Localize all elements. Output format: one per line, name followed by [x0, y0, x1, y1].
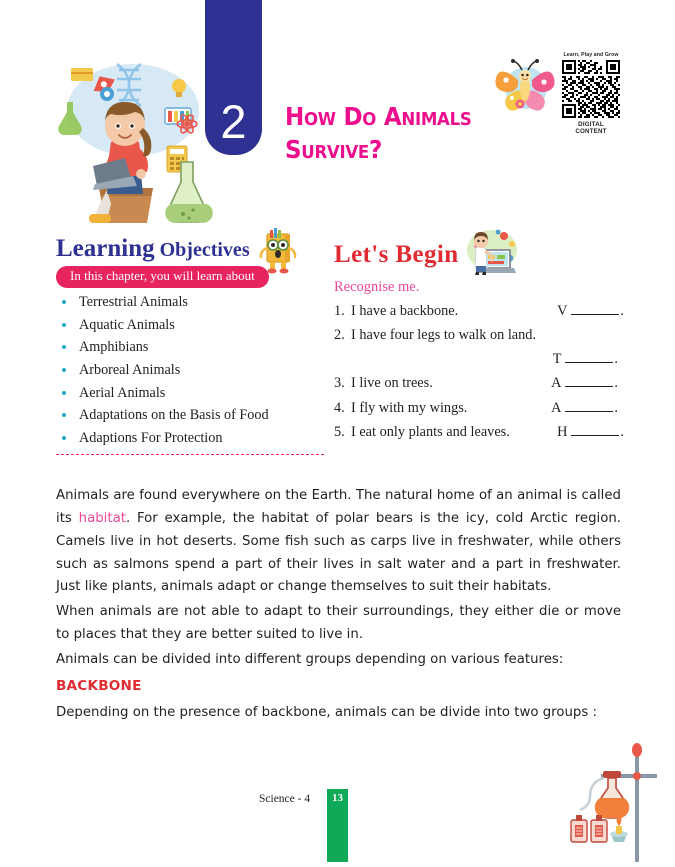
list-item: Amphibians [56, 340, 328, 354]
butterfly-icon [492, 58, 556, 114]
quiz-text: I have a backbone. [351, 302, 459, 319]
quiz-trailing-punct: . [614, 375, 618, 392]
quiz-answer-letter: A [551, 375, 562, 392]
quiz-answer-letter: H [557, 423, 568, 440]
list-item: Arboreal Animals [56, 363, 328, 377]
lets-begin-panel [334, 236, 624, 449]
quiz-answer-letter: V [557, 302, 568, 319]
info-band [0, 236, 675, 476]
chapter-number: 2 [220, 95, 247, 148]
page-number-badge [327, 789, 348, 862]
paragraph-habitat [56, 485, 621, 599]
quiz-number: 4. [334, 399, 345, 416]
quiz-trailing-punct: . [614, 351, 618, 368]
quiz-trailing-punct: . [620, 302, 624, 319]
objectives-banner: In this chapter, you will learn about [56, 266, 269, 288]
quiz-item [334, 425, 624, 439]
page-number: 13 [332, 792, 343, 804]
recognise-me-prompt: Recognise me. [334, 279, 420, 295]
keyword-habitat: habitat [78, 510, 126, 526]
hero-illustration-girl-with-laptop [55, 38, 220, 228]
quiz-answer-letter: T [552, 351, 562, 368]
book-character-icon [258, 228, 300, 274]
quiz-text: I have four legs to walk on land. [351, 326, 537, 343]
paragraph-1-part-2: . For example, the habitat of polar bears is the icy, cold Arctic region. Camels live in hot deserts. Some fish such as carps live in freshwater, while others such as salmons spend a part of their lives in salt water and a part in freshwater. Just like plants, animals adapt or change themselves to suit their habitats. [56, 510, 621, 595]
quiz-text: I live on trees. [351, 375, 433, 392]
quiz-item [334, 328, 624, 367]
quiz-text: I fly with my wings. [351, 399, 468, 416]
quiz-number: 1. [334, 302, 345, 319]
paragraph-grouping: Animals can be divided into different groups depending on various features: [56, 652, 564, 668]
page-title [285, 100, 515, 166]
quiz-number: 3. [334, 375, 345, 392]
quiz-trailing-punct: . [614, 399, 618, 416]
learning-objectives-panel [56, 236, 328, 455]
qr-caption-bottom: DIGITAL CONTENT [575, 120, 607, 135]
page-header [0, 0, 675, 232]
list-item: Adaptations on the Basis of Food [56, 408, 328, 422]
body-content [56, 485, 621, 727]
quiz-text: I eat only plants and leaves. [351, 423, 510, 440]
qr-code-icon[interactable] [562, 60, 620, 118]
paragraph-1-part-1: Animals are found everywhere on the Earth. The natural home of an animal is called its [56, 488, 621, 526]
section-divider [56, 454, 324, 455]
chapter-title-line-2: Survive? [285, 135, 383, 164]
chapter-number-badge [205, 0, 262, 155]
qr-caption-top: Learn, Play and Grow [563, 52, 619, 58]
page-footer [0, 767, 675, 862]
chapter-title-line-1: How Do Animals [285, 102, 472, 131]
digital-content-qr-block[interactable] [562, 52, 620, 135]
quiz-item [334, 401, 624, 415]
section-heading-backbone: BACKBONE [56, 677, 142, 694]
quiz-answer-blank[interactable] [565, 401, 613, 412]
lets-begin-heading-row [334, 236, 624, 280]
objectives-heading-word-objectives: Objectives [159, 239, 250, 261]
quiz-answer-letter: A [551, 399, 562, 416]
lab-apparatus-illustration [557, 742, 667, 862]
objectives-heading-word-learning: Learning [56, 235, 155, 262]
quiz-item [334, 376, 624, 390]
quiz-trailing-punct: . [620, 423, 624, 440]
paragraph-backbone-intro: Depending on the presence of backbone, animals can be divide into two groups : [56, 705, 597, 721]
quiz-answer-blank[interactable] [565, 376, 613, 387]
objectives-list [56, 295, 328, 445]
quiz-answer-blank[interactable] [565, 352, 613, 363]
quiz-number: 2. [334, 326, 345, 343]
list-item: Adaptions For Protection [56, 431, 328, 445]
paragraph-adaptation: When animals are not able to adapt to their surroundings, they either die or move to places that they are better suited to live in. [56, 604, 621, 643]
list-item: Terrestrial Animals [56, 295, 328, 309]
quiz-item [334, 304, 624, 318]
quiz-answer-blank[interactable] [571, 425, 619, 436]
boy-with-laptop-icon [458, 228, 518, 280]
list-item: Aerial Animals [56, 386, 328, 400]
quiz-answer-blank[interactable] [571, 304, 619, 315]
footer-subject-label: Science - 4 [259, 793, 311, 805]
lets-begin-heading: Let's Begin [334, 241, 459, 268]
list-item: Aquatic Animals [56, 318, 328, 332]
quiz-number: 5. [334, 423, 345, 440]
